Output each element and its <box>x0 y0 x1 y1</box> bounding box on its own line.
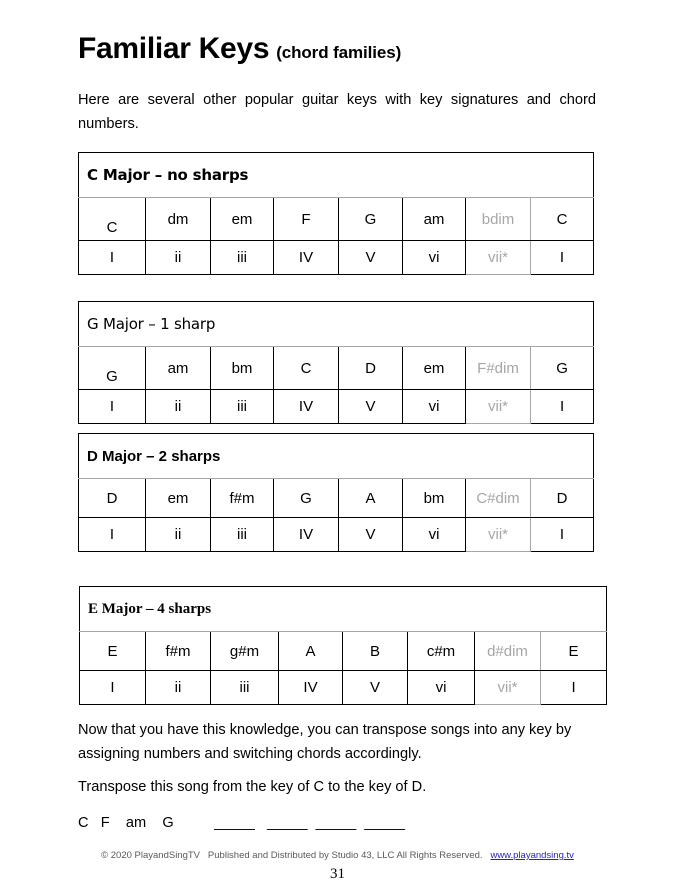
chord-cell: C <box>79 198 146 241</box>
numeral-cell: I <box>79 390 146 424</box>
chord-cell: em <box>403 347 466 390</box>
numeral-cell: vi <box>403 241 466 275</box>
intro-paragraph: Here are several other popular guitar keys with key signatures and chord numbers. <box>78 92 596 132</box>
chord-cell: bdim <box>466 198 531 241</box>
chord-family-table <box>78 152 594 275</box>
chord-cell: B <box>343 632 408 671</box>
numeral-cell: ii <box>146 518 211 552</box>
table-row <box>79 198 594 241</box>
footer-copyright: © 2020 PlayandSingTV Published and Distributed by Studio 43, LLC All Rights Reserved. <box>101 850 491 861</box>
table-header-row <box>79 434 594 479</box>
chord-cell: D <box>79 479 146 518</box>
page-title-main: Familiar Keys <box>78 32 270 65</box>
numeral-cell: I <box>531 241 594 275</box>
chord-cell: D <box>531 479 594 518</box>
chord-cell: bm <box>403 479 466 518</box>
numeral-cell: vii* <box>475 671 541 705</box>
chord-family-table <box>79 586 607 705</box>
table-row <box>80 671 607 705</box>
numeral-cell: vii* <box>466 518 531 552</box>
chord-cell: d#dim <box>475 632 541 671</box>
table-title-cell: D Major – 2 sharps <box>79 434 594 479</box>
numeral-cell: I <box>541 671 607 705</box>
numeral-cell: IV <box>274 241 339 275</box>
footer-website-link[interactable]: www.playandsing.tv <box>490 850 574 861</box>
table-row <box>80 632 607 671</box>
page-title-subtitle: (chord families) <box>276 43 402 62</box>
numeral-cell: V <box>339 518 403 552</box>
numeral-cell: I <box>79 241 146 275</box>
exercise-chord-line: C F am G _____ _____ _____ _____ <box>78 815 405 831</box>
numeral-cell: ii <box>146 390 211 424</box>
numeral-cell: IV <box>279 671 343 705</box>
numeral-cell: iii <box>211 241 274 275</box>
chord-cell: f#m <box>146 632 211 671</box>
table-row <box>79 518 594 552</box>
chord-cell: C#dim <box>466 479 531 518</box>
page-title <box>78 32 401 66</box>
numeral-cell: I <box>79 518 146 552</box>
chord-cell: am <box>403 198 466 241</box>
numeral-cell: iii <box>211 390 274 424</box>
closing-paragraph-1: Now that you have this knowledge, you can transpose songs into any key by assigning numbers and switching chords accordingly. <box>78 722 572 762</box>
table-title-cell: C Major – no sharps <box>79 153 594 198</box>
chord-family-table <box>78 433 594 552</box>
numeral-cell: vii* <box>466 241 531 275</box>
numeral-cell: V <box>339 241 403 275</box>
numeral-cell: vi <box>403 518 466 552</box>
table-header-row <box>79 302 594 347</box>
numeral-cell: IV <box>274 518 339 552</box>
table-header-row <box>79 153 594 198</box>
chord-cell: C <box>274 347 339 390</box>
numeral-cell: ii <box>146 671 211 705</box>
chord-cell: E <box>80 632 146 671</box>
chord-cell: D <box>339 347 403 390</box>
table-row <box>79 241 594 275</box>
chord-cell: em <box>211 198 274 241</box>
footer <box>0 850 675 861</box>
table-row <box>79 390 594 424</box>
chord-cell: G <box>339 198 403 241</box>
numeral-cell: V <box>339 390 403 424</box>
chord-cell: em <box>146 479 211 518</box>
page-number: 31 <box>330 866 345 882</box>
chord-cell: E <box>541 632 607 671</box>
numeral-cell: I <box>531 390 594 424</box>
numeral-cell: IV <box>274 390 339 424</box>
chord-cell: f#m <box>211 479 274 518</box>
numeral-cell: ii <box>146 241 211 275</box>
chord-cell: G <box>79 347 146 390</box>
closing-paragraph-2: Transpose this song from the key of C to the key of D. <box>78 779 427 795</box>
chord-cell: c#m <box>408 632 475 671</box>
table-row <box>79 479 594 518</box>
chord-cell: A <box>279 632 343 671</box>
chord-cell: A <box>339 479 403 518</box>
chord-cell: bm <box>211 347 274 390</box>
chord-cell: G <box>274 479 339 518</box>
numeral-cell: I <box>531 518 594 552</box>
numeral-cell: vii* <box>466 390 531 424</box>
table-row <box>79 347 594 390</box>
numeral-cell: iii <box>211 671 279 705</box>
numeral-cell: iii <box>211 518 274 552</box>
numeral-cell: vi <box>403 390 466 424</box>
numeral-cell: vi <box>408 671 475 705</box>
chord-family-table <box>78 301 594 424</box>
chord-cell: g#m <box>211 632 279 671</box>
chord-cell: am <box>146 347 211 390</box>
chord-cell: C <box>531 198 594 241</box>
chord-cell: G <box>531 347 594 390</box>
table-title-cell: E Major – 4 sharps <box>80 587 607 632</box>
table-header-row <box>80 587 607 632</box>
chord-cell: F#dim <box>466 347 531 390</box>
chord-cell: dm <box>146 198 211 241</box>
numeral-cell: I <box>80 671 146 705</box>
table-title-cell: G Major – 1 sharp <box>79 302 594 347</box>
numeral-cell: V <box>343 671 408 705</box>
chord-cell: F <box>274 198 339 241</box>
